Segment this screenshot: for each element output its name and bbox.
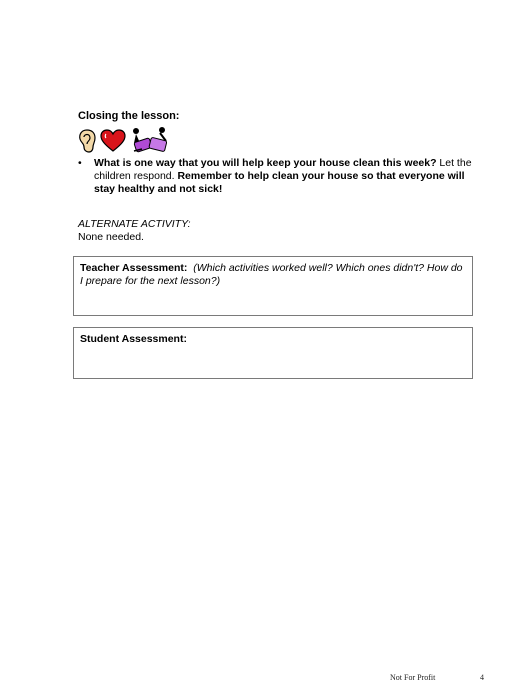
closing-icons [78,127,170,153]
alternate-activity-title: ALTERNATE ACTIVITY: [78,218,191,230]
alternate-activity-text: None needed. [78,231,144,243]
closing-instruction: Remember to help clean your house so that everyone will stay healthy and not sick! [94,170,465,195]
teacher-assessment-prompt: (Which activities worked well? Which ones didn't? How do I prepare for the next lesson?) [80,262,463,287]
teacher-assessment-label: Teacher Assessment: [80,262,188,274]
cleaning-icon [130,127,170,153]
student-assessment-label: Student Assessment: [80,333,187,345]
closing-heading: Closing the lesson: [78,110,180,122]
footer-label: Not For Profit [390,673,436,682]
closing-response-note: Let the children respond. [94,157,472,182]
bullet-dot: • [78,157,82,169]
closing-question: What is one way that you will help keep your house clean this week? [94,157,437,169]
teacher-assessment-box[interactable] [73,256,473,316]
closing-question-bullet [78,157,478,196]
closing-question-text [94,157,478,196]
page-number: 4 [480,673,484,682]
alternate-activity [78,218,191,244]
student-assessment-box[interactable] [73,327,473,379]
ear-icon [78,129,96,153]
heart-icon [100,129,126,153]
